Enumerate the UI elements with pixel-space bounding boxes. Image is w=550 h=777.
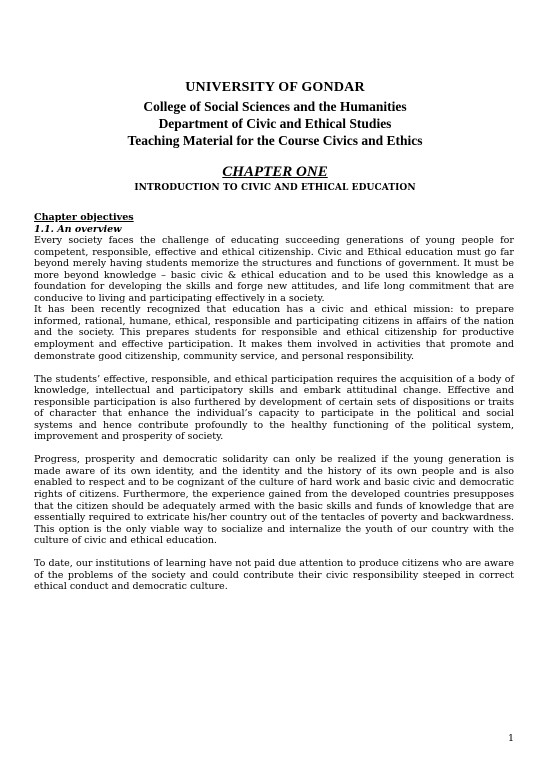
chapter-title: CHAPTER ONE (222, 164, 328, 180)
page-number: 1 (507, 733, 514, 744)
college-title: College of Social Sciences and the Humanities (143, 99, 407, 114)
course-title: Teaching Material for the Course Civics and Ethics (127, 133, 423, 148)
chapter-subtitle: INTRODUCTION TO CIVIC AND ETHICAL EDUCATION (134, 183, 416, 193)
university-title: UNIVERSITY OF GONDAR (185, 80, 365, 95)
department-title: Department of Civic and Ethical Studies (158, 116, 392, 131)
paragraph: Progress, prosperity and democratic solidarity can only be realized if the young generation is made aware of its own identity, and the identity and the history of its own people and is also enabled to respect and to be cognizant of the culture of hard work and basic civic and democratic rights of citizens. Furthermore, the experience gained from the developed countries presupposes that the citizen should be adequately armed with the basic skills and funds of knowledge that are essentially required to extricate his/her country out of the tentacles of poverty and backwardness. This option is the only viable way to socialize and internalize the youth of our country with the culture of civic and ethical education. (34, 454, 514, 547)
paragraph: The students’ effective, responsible, and ethical participation requires the acquisition of a body of knowledge, intellectual and participatory skills and embark attitudinal change. Effective and responsible participation is also furthered by development of certain sets of dispositions or traits of character that enhance the individual’s capacity to participate in the political and social systems and hence contribute profoundly to the healthy functioning of the political system, improvement and prosperity of society. (34, 373, 514, 443)
paragraph: It has been recently recognized that education has a civic and ethical mission: to prepare informed, rational, humane, ethical, responsible and participating citizens in affairs of the nation and the society. This prepares students for responsible and ethical citizenship for productive employment and effective participation. It makes them involved in activities that promote and demonstrate good citizenship, community service, and personal responsibility. (34, 304, 514, 362)
paragraph: To date, our institutions of learning have not paid due attention to produce citizens who are aware of the problems of the society and could contribute their civic responsibility steeped in correct ethical conduct and democratic culture. (34, 558, 514, 593)
objectives-heading: Chapter objectives (34, 212, 134, 223)
body-content (34, 212, 514, 593)
paragraph: Every society faces the challenge of educating succeeding generations of young people for competent, responsible, effective and ethical citizenship. Civic and Ethical education must go far beyond merely having students memorize the structures and functions of government. It must be more beyond knowledge – basic civic & ethical education and to be used this knowledge as a foundation for developing the skills and forge new attitudes, and life long commitment that are conducive to living and participating effectively in a society. (34, 235, 514, 304)
overview-heading: 1.1. An overview (34, 223, 122, 235)
